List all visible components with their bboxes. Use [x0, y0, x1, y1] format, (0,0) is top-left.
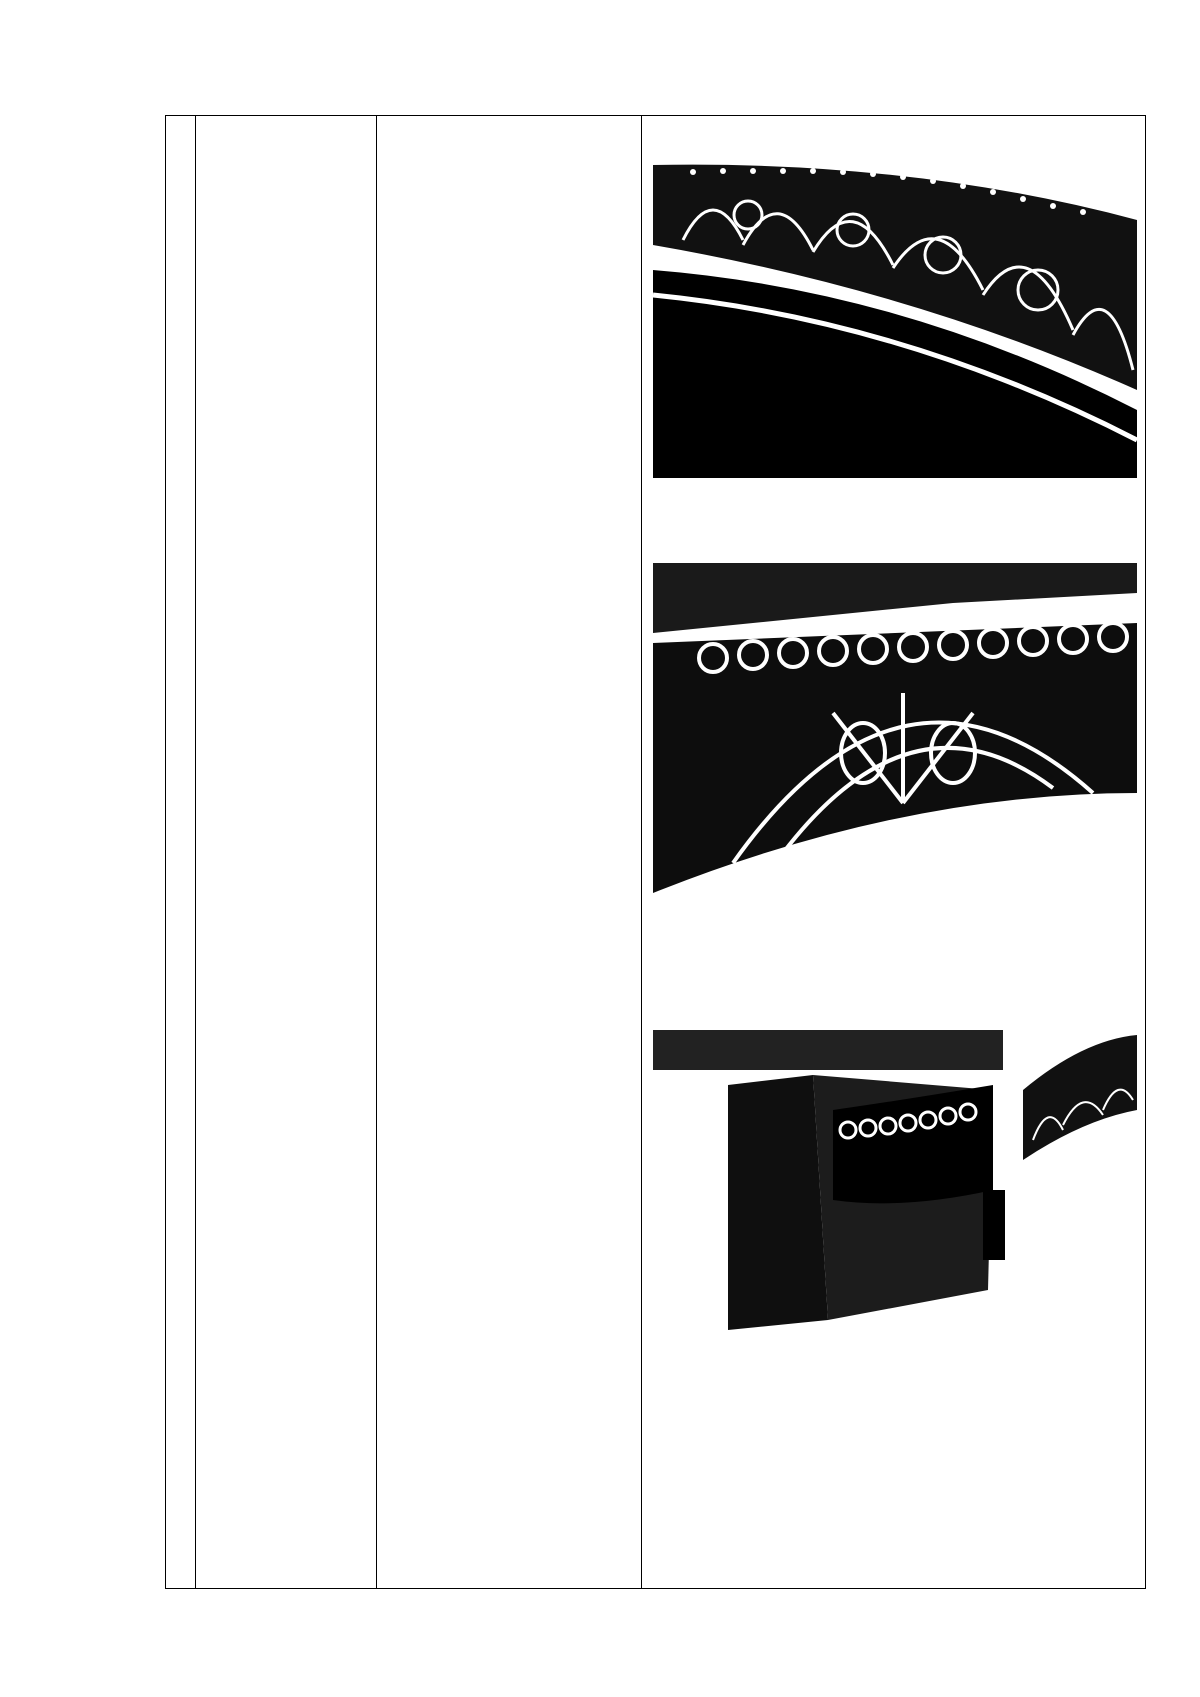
- photo-bridge-railing-arch: [653, 140, 1137, 478]
- column-divider-2: [376, 116, 377, 1588]
- column-divider-3: [641, 116, 642, 1588]
- photo-granite-parapet: [653, 1030, 1137, 1330]
- photo-railing-section-palmettes: [653, 563, 1137, 927]
- column-divider-1: [195, 116, 196, 1588]
